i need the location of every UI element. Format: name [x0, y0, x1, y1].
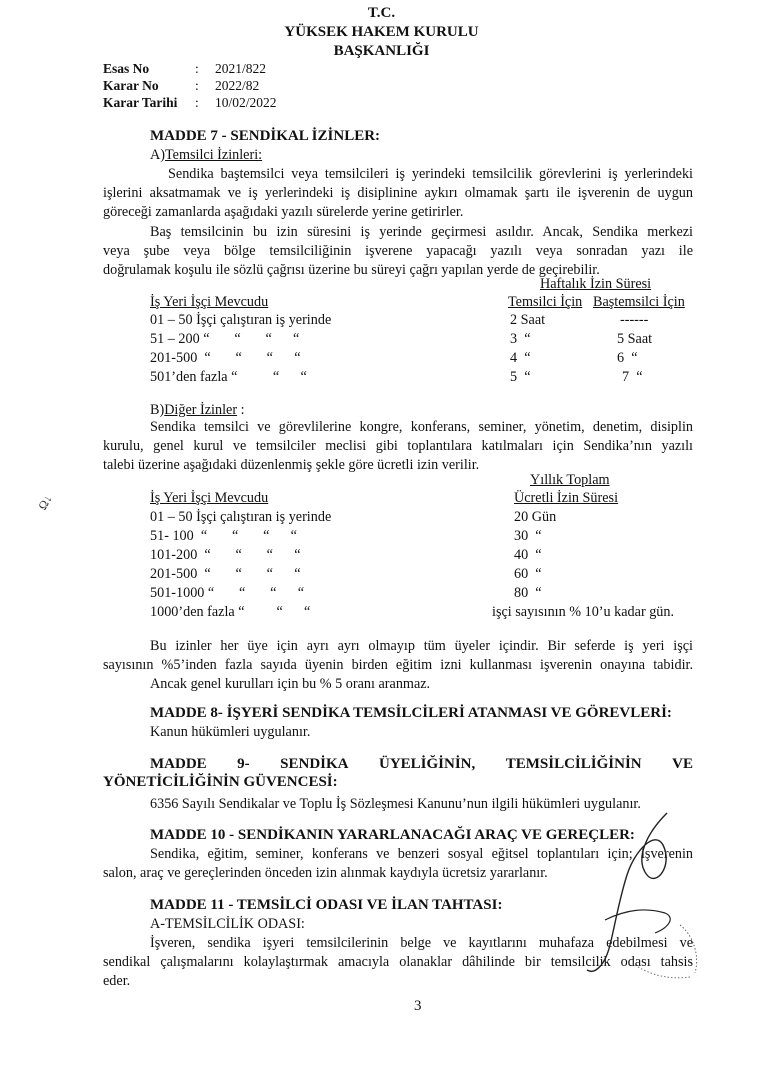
- m7-b-row-c1: 1000’den fazla “ “ “: [150, 604, 311, 620]
- meta-label: Karar No: [103, 78, 159, 93]
- m7-b-table-super-header: Yıllık Toplam: [530, 472, 610, 488]
- m7-b-row-c1: 101-200 “ “ “ “: [150, 547, 301, 563]
- m7-a-row-c1: 201-500 “ “ “ “: [150, 350, 301, 366]
- m7-b-p1-line2: kurulu, genel kurul ve temsilciler meclisi gibi toplantılara katılmaları için Sendika’nın yazılı: [103, 438, 693, 454]
- m7-a-row-c3: 6 “: [617, 350, 638, 366]
- meta-sep: :: [195, 78, 199, 93]
- page-number: 3: [414, 998, 422, 1014]
- m10-body-line2: salon, araç ve gereçlerinden önceden izin alınmak kaydıyla ücretsiz yararlanır.: [103, 865, 548, 881]
- m7-b-title: B)Diğer İzinler :: [150, 402, 245, 418]
- m9-word: SENDİKA: [280, 756, 349, 772]
- m7-b-row-c2: 30 “: [514, 528, 542, 544]
- m7-a-p2-line3: doğrulamak koşulu ile sözlü çağrısı üzerine bu süreyi çağrı yapılan yerde de geçirebilir.: [103, 262, 600, 278]
- m7-a-row-c1: 501’den fazla “ “ “: [150, 369, 307, 385]
- meta-value: 2021/822: [215, 61, 267, 76]
- m7-a-p1-line3: göreceği zamanlarda aşağıdaki yazılı sürelerde yerine getirirler.: [103, 204, 464, 220]
- header-presidency: BAŞKANLIĞI: [333, 43, 430, 59]
- m7-b-p1-line1: Sendika temsilci ve görevlilerine kongre, konferans, seminer, yönetim, denetim, disiplin: [150, 419, 693, 435]
- m7-a-title: A)Temsilci İzinleri:: [150, 147, 263, 163]
- m7-b-row-c2: 60 “: [514, 566, 542, 582]
- m9-body: 6356 Sayılı Sendikalar ve Toplu İş Sözleşmesi Kanunu’nun ilgili hükümleri uygulanır.: [150, 796, 641, 812]
- m7-b-row-c1: 01 – 50 İşçi çalıştıran iş yerinde: [150, 509, 332, 525]
- m7-a-title-text: Temsilci İzinleri:: [164, 147, 263, 163]
- m9-word: MADDE: [150, 756, 207, 772]
- m7-b-p2-line1: Bu izinler her üye için ayrı ayrı olmayıp tüm üyeler içindir. Bir seferde iş yeri işçi: [150, 638, 693, 654]
- m7-b-table-col2: Ücretli İzin Süresi: [514, 490, 619, 506]
- m9-title-line2: YÖNETİCİLİĞİNİN GÜVENCESİ:: [103, 774, 338, 790]
- m7-a-p2-line2: veya şube veya bölge temsilciliğinin işverene yapacağı yazılı veya sonradan yazı ile: [103, 243, 693, 259]
- m11-body-line1: İşveren, sendika işyeri temsilcilerinin belge ve kayıtlarını muhafaza edebilmesi ve: [150, 935, 693, 951]
- m7-b-row-c2: 40 “: [514, 547, 542, 563]
- m11-subtitle: A-TEMSİLCİLİK ODASI:: [150, 916, 305, 932]
- m7-b-row-c1: 501-1000 “ “ “ “: [150, 585, 305, 601]
- m7-b-p1-line3: talebi üzerine aşağıdaki düzenlenmiş şekle göre ücretli izin verilir.: [103, 457, 480, 473]
- m7-a-row-c1: 01 – 50 İşçi çalıştıran iş yerinde: [150, 312, 332, 328]
- m7-a-table-col3: Baştemsilci İçin: [593, 294, 685, 310]
- m7-a-row-c2: 4 “: [510, 350, 531, 366]
- m7-b-table-col1: İş Yeri İşçi Mevcudu: [150, 490, 269, 506]
- meta-label: Esas No: [103, 61, 150, 76]
- m8-body: Kanun hükümleri uygulanır.: [150, 724, 311, 740]
- m7-b-row-c2: 80 “: [514, 585, 542, 601]
- margin-handwritten-mark: Ω↓: [35, 492, 55, 513]
- m7-a-p1-line1: Sendika baştemsilci veya temsilcileri iş yerindeki temsilcilik görevlerini iş yerlerindeki: [168, 166, 693, 182]
- m8-title: MADDE 8- İŞYERİ SENDİKA TEMSİLCİLERİ ATANMASI VE GÖREVLERİ:: [150, 705, 672, 721]
- m7-a-row-c2: 3 “: [510, 331, 531, 347]
- m7-a-p1-line2: işlerini aksatmamak ve iş yerlerindeki iş disiplinine aykırı olmamak şartı ile işverenin de uygun: [103, 185, 693, 201]
- m7-b-row-c1: 51- 100 “ “ “ “: [150, 528, 297, 544]
- m9-title-line1: [150, 756, 693, 773]
- header-tc: T.C.: [367, 5, 396, 21]
- m7-a-row-c1: 51 – 200 “ “ “ “: [150, 331, 300, 347]
- m7-a-table-col2: Temsilci İçin: [508, 294, 583, 310]
- m7-b-row-c2: işçi sayısının % 10’u kadar gün.: [492, 604, 675, 620]
- m7-a-table-super-header: Haftalık İzin Süresi: [540, 276, 652, 292]
- header-court: YÜKSEK HAKEM KURULU: [284, 24, 479, 40]
- m7-a-row-c3: 7 “: [622, 369, 643, 385]
- m7-b-row-c2: 20 Gün: [514, 509, 557, 525]
- m9-word: 9-: [237, 756, 250, 772]
- meta-sep: :: [195, 95, 199, 110]
- m9-word: VE: [672, 756, 693, 772]
- m7-a-table-col1: İş Yeri İşçi Mevcudu: [150, 294, 269, 310]
- meta-sep: :: [195, 61, 199, 76]
- meta-karar-row: [103, 78, 259, 94]
- m9-word: TEMSİLCİLİĞİNİN: [505, 756, 642, 772]
- meta-value: 10/02/2022: [215, 95, 277, 110]
- meta-value: 2022/82: [215, 78, 260, 93]
- signature: [575, 805, 710, 985]
- m7-a-row-c2: 2 Saat: [510, 312, 546, 328]
- m10-title: MADDE 10 - SENDİKANIN YARARLANACAĞI ARAÇ VE GEREÇLER:: [150, 827, 635, 843]
- m10-body-line1: Sendika, eğitim, seminer, konferans ve benzeri sosyal eğitsel toplantıları için; işverenin: [150, 846, 693, 862]
- m7-b-p2-line2: sayısının %5’inden fazla sayıda üyenin birden eğitim izni kullanması işverenin onayına tabidir.: [103, 657, 693, 673]
- m7-a-p2-line1: Baş temsilcinin bu izin süresini iş yerinde geçirmesi asıldır. Ancak, Sendika merkezi: [150, 224, 693, 240]
- m7-a-row-c2: 5 “: [510, 369, 531, 385]
- m7-a-row-c3: ------: [620, 312, 649, 328]
- m7-b-title-text: Diğer İzinler: [164, 402, 238, 418]
- meta-label: Karar Tarihi: [103, 95, 178, 110]
- meta-date-row: [103, 95, 277, 111]
- m7-a-row-c3: 5 Saat: [617, 331, 653, 347]
- m7-title: MADDE 7 - SENDİKAL İZİNLER:: [150, 128, 381, 144]
- m11-title: MADDE 11 - TEMSİLCİ ODASI VE İLAN TAHTASI:: [150, 897, 503, 913]
- m7-b-row-c1: 201-500 “ “ “ “: [150, 566, 301, 582]
- m9-word: ÜYELİĞİNİN,: [378, 756, 476, 772]
- m11-body-line2: sendikal çalışmalarını kolaylaştırmak amacıyla olanaklar dâhilinde bir temsilcilik odası tahsis: [103, 954, 693, 970]
- m7-b-p2-line3: Ancak genel kurulları için bu % 5 oranı aranmaz.: [150, 676, 431, 692]
- m11-body-line3: eder.: [103, 973, 131, 989]
- meta-esas-row: [103, 61, 266, 77]
